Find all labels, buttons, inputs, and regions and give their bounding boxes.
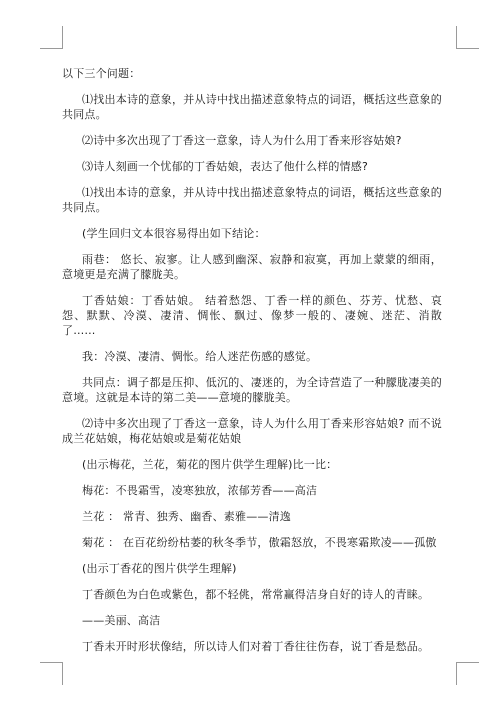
flower-images-note: (出示梅花，兰花，菊花的图片供学生理解)比一比：	[82, 458, 338, 471]
chrysanthemum-line: 菊花 ： 在百花纷纷枯萎的秋冬季节，傲霜怒放，不畏寒霜欺凌——孤傲	[82, 536, 437, 549]
crop-mark-bottom-right	[456, 662, 479, 685]
me-paragraph: 我：冷漠、凄清、惆怅。给人迷茫伤感的感觉。	[82, 350, 318, 363]
crop-mark-top-left	[40, 26, 63, 49]
crop-mark-bottom-left	[40, 662, 63, 685]
lilac-girl-paragraph: 丁香姑娘：丁香姑娘。 结着愁怨、丁香一样的颜色、芬芳、忧愁、哀怨、默默、冷漠、凄清、惆怅、飘过、像梦一般的、凄婉、迷茫、消散了……	[62, 294, 442, 337]
question-2: ⑵诗中多次出现了丁香这一意象，诗人为什么用丁香来形容姑娘?	[82, 134, 402, 147]
student-conclusion-intro: (学生回归文本很容易得出如下结论：	[82, 227, 266, 240]
question-3: ⑶诗人刻画一个忧郁的丁香姑娘，表达了他什么样的情感?	[82, 160, 369, 173]
common-point-paragraph: 共同点：调子都是压抑、低沉的、凄迷的，为全诗营造了一种朦胧凄美的意境。这就是本诗的第二美——意境的朦胧美。	[62, 376, 442, 404]
question-2-repeat: ⑵诗中多次出现了丁香这一意象，诗人为什么用丁香来形容姑娘? 而不说成兰花姑娘，梅花姑娘或是菊花姑娘	[62, 417, 442, 445]
plum-blossom-line: 梅花：不畏霜雪，凌寒独放，浓郁芳香——高洁	[82, 484, 318, 497]
crop-mark-top-right	[456, 26, 479, 49]
lilac-image-note: (出示丁香花的图片供学生理解)	[82, 562, 237, 575]
rain-alley-paragraph: 雨巷： 悠长、寂寥。让人感到幽深、寂静和寂寞，再加上蒙蒙的细雨，意境更是充满了朦胧美。	[62, 253, 442, 281]
question-1: ⑴找出本诗的意象，并从诗中找出描述意象特点的词语，概括这些意象的共同点。	[62, 93, 442, 121]
lilac-color-line: 丁香颜色为白色或紫色，都不轻佻，常常赢得洁身自好的诗人的青睐。	[82, 588, 430, 601]
lilac-bud-line: 丁香未开时形状像结，所以诗人们对着丁香往往伤春，说丁香是愁品。	[82, 640, 430, 653]
orchid-line: 兰花 ： 常青、独秀、幽香、素雅——清逸	[82, 510, 291, 523]
document-body	[62, 66, 442, 665]
beauty-purity-line: ——美丽、高洁	[82, 614, 161, 627]
question-1-repeat: ⑴找出本诗的意象，并从诗中找出描述意象特点的词语，概括这些意象的共同点。	[62, 186, 442, 214]
intro-line: 以下三个问题：	[62, 67, 141, 80]
